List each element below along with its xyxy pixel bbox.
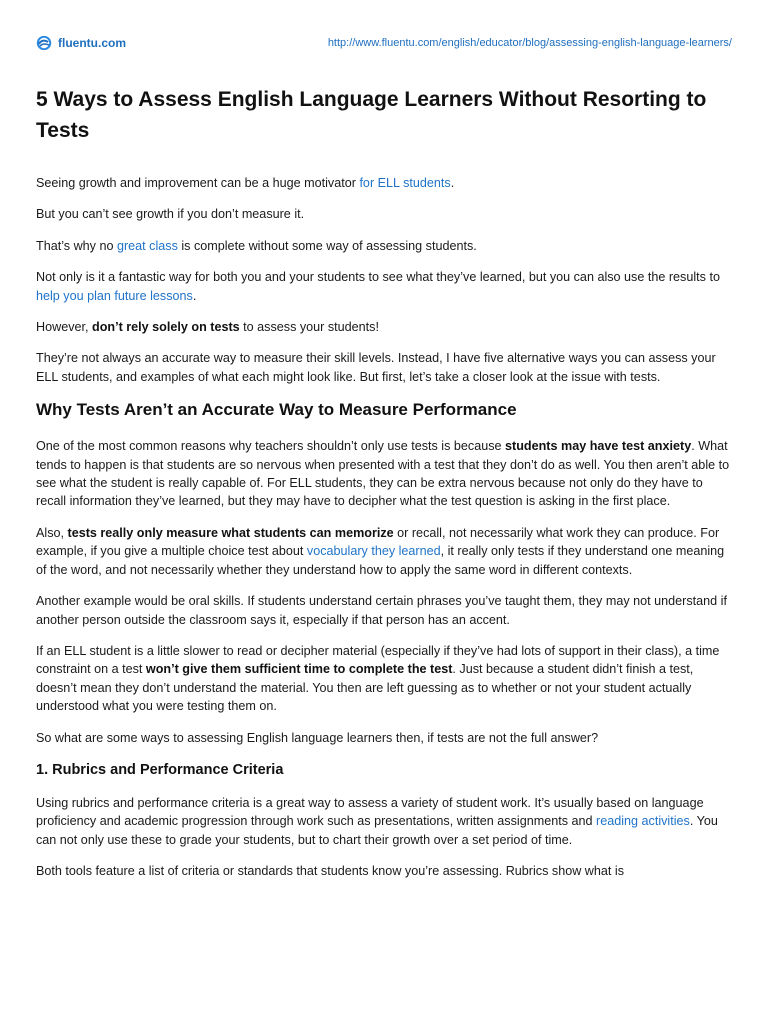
paragraph-3-start: That’s why no — [36, 238, 117, 253]
paragraph-4-start: Not only is it a fantastic way for both you and your students to see what they’ve learned, but you can also use the results to — [36, 270, 720, 285]
paragraph-4 — [36, 268, 736, 305]
heading-why-tests: Why Tests Aren’t an Accurate Way to Measure Performance — [36, 400, 517, 420]
paragraph-1-text: Seeing growth and improvement can be a huge motivator — [36, 176, 360, 190]
site-brand[interactable] — [36, 36, 126, 50]
paragraph-8-start: Also, — [36, 525, 68, 540]
paragraph-1-end: . — [450, 176, 455, 190]
paragraph-13: Both tools feature a list of criteria or standards that students know you’re assessing. Rubrics show what is — [36, 864, 624, 879]
paragraph-10 — [36, 642, 736, 716]
paragraph-5-bold: don’t rely solely on tests — [92, 320, 240, 335]
paragraph-8-end: , it really only tests if they understand one meaning of the word, and not necessarily whether they understand how to apply the same word in different contexts. — [36, 544, 725, 577]
paragraph-10-bold: won’t give them sufficient time to complete the test — [145, 662, 453, 677]
link-great-class[interactable]: great class — [116, 238, 178, 253]
paragraph-5-end: to assess your students! — [239, 320, 379, 335]
paragraph-11: So what are some ways to assessing English language learners then, if tests are not the full answer? — [36, 730, 599, 745]
page-header — [36, 36, 732, 54]
paragraph-7-bold: students may have test anxiety — [505, 439, 692, 454]
paragraph-6: They’re not always an accurate way to measure their skill levels. Instead, I have five alternative ways you can assess your ELL students, and examples of what each might look like. But first, let’s take a closer look at the issue with tests. — [36, 351, 716, 384]
paragraph-7-start: One of the most common reasons why teachers shouldn’t only use tests is because — [36, 439, 506, 454]
link-reading-activities[interactable]: reading activities — [596, 814, 690, 829]
paragraph-5 — [36, 318, 736, 336]
paragraph-7-end: . What tends to happen is that students are so nervous when presented with a test that they don’t do as well. You then aren’t able to see what the student is really capable of. For ELL students, they can be extra nervous because not only do they have to recall information they’ve learned, but they may have to decipher what the test question is asking in the first place. — [36, 439, 730, 509]
paragraph-5-start: However, — [36, 320, 92, 335]
paragraph-9: Another example would be oral skills. If students understand certain phrases you’ve taught them, they may not understand if another person outside the classroom says it, especially if that person has an accent. — [36, 594, 727, 627]
paragraph-8-middle: or recall, not necessarily what work they can produce. For example, if you give a multiple choice test about — [36, 525, 720, 559]
heading-rubrics: 1. Rubrics and Performance Criteria — [36, 761, 284, 778]
fluentu-logo-icon — [36, 36, 52, 50]
article-title: 5 Ways to Assess English Language Learners Without Resorting to Tests — [36, 88, 707, 142]
link-help-plan-lessons[interactable]: help you plan future lessons — [36, 288, 193, 303]
link-for-ell-students[interactable]: for ELL students — [359, 176, 451, 190]
paragraph-3 — [36, 237, 736, 255]
site-name: fluentu.com — [58, 36, 126, 50]
article — [36, 84, 736, 894]
paragraph-4-end: . — [192, 288, 197, 303]
paragraph-12-end: . You can not only use these to grade your students, but to chart their growth over a set period of time. — [36, 814, 718, 847]
paragraph-7 — [36, 437, 736, 511]
paragraph-2: But you can’t see growth if you don’t measure it. — [36, 207, 305, 222]
paragraph-10-start: If an ELL student is a little slower to read or decipher material (especially if they’ve had lots of support in their class), a time constraint on a test — [36, 643, 720, 677]
page-url-link[interactable]: http://www.fluentu.com/english/educator/blog/assessing-english-language-learners/ — [327, 37, 732, 49]
paragraph-8 — [36, 524, 736, 579]
paragraph-12 — [36, 794, 736, 849]
link-vocabulary-they-learned[interactable]: vocabulary they learned — [306, 544, 441, 559]
paragraph-10-end: . Just because a student didn’t finish a test, doesn’t mean they don’t understand the material. You then are left guessing as to whether or not your student actually understood what you were testing them on. — [36, 662, 694, 714]
paragraph-12-start: Using rubrics and performance criteria is a great way to assess a variety of student work. It’s usually based on language proficiency and academic progression through work such as presentations, written assignments and — [36, 795, 704, 829]
paragraph-8-bold: tests really only measure what students can memorize — [67, 525, 394, 540]
paragraph-1 — [36, 174, 736, 192]
paragraph-3-end: is complete without some way of assessing students. — [177, 238, 477, 253]
